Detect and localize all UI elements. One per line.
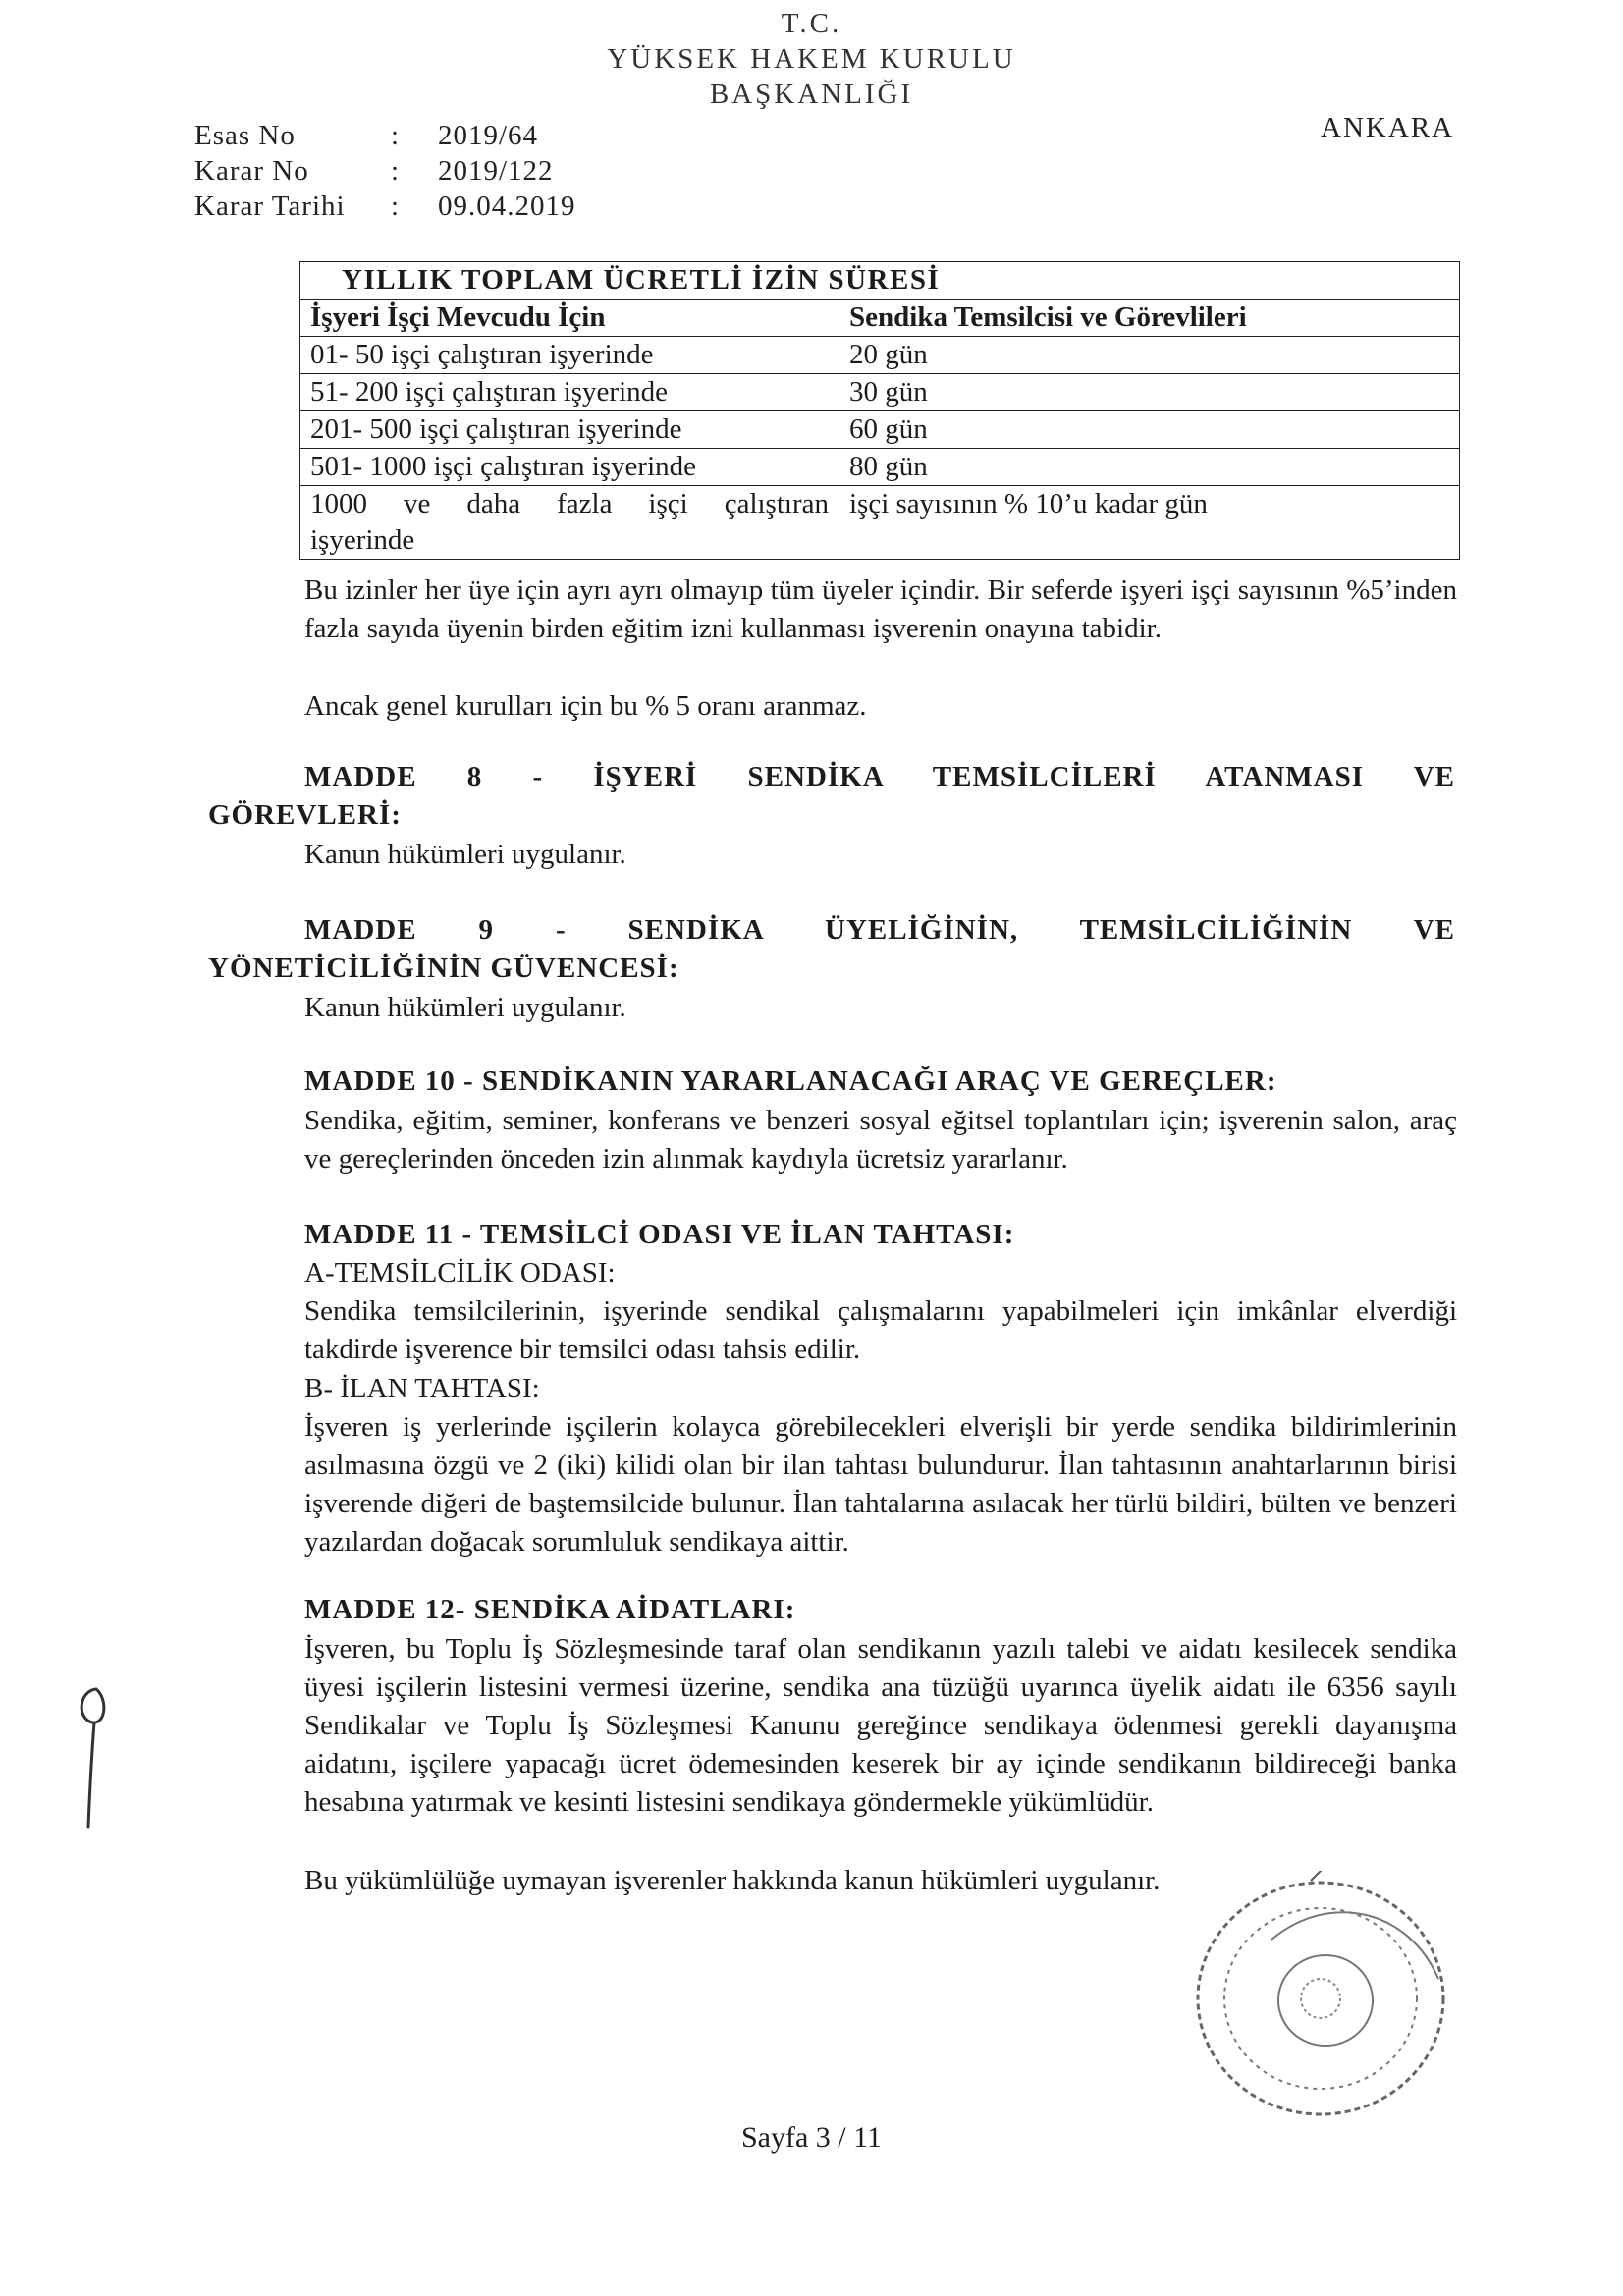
paragraph-izinler <box>208 572 1457 648</box>
meta-label: Karar Tarihi <box>194 191 346 222</box>
meta-value: 2019/122 <box>438 155 554 187</box>
table-col-header: Sendika Temsilcisi ve Görevlileri <box>839 300 1460 337</box>
article-11-a-heading: A-TEMSİLCİLİK ODASI: <box>304 1257 616 1288</box>
paragraph-text: Bu izinler her üye için ayrı ayrı olmayıp tüm üyeler içindir. Bir seferde işyeri işçi sayısının %5’inden fazla sayıda üyenin birden eğitim izni kullanması işverenin onayına tabidir. <box>304 574 1457 644</box>
header-presidency: BAŞKANLIĞI <box>709 79 914 110</box>
article-12-paragraph-2: Bu yükümlülüğe uymayan işverenler hakkında kanun hükümleri uygulanır. <box>304 1865 1161 1896</box>
meta-esas: Esas No : 2019/64 <box>194 120 539 151</box>
table-title: YILLIK TOPLAM ÜCRETLİ İZİN SÜRESİ <box>300 262 1460 300</box>
table-cell-line: 1000 ve daha fazla işçi çalıştıran <box>310 488 829 519</box>
article-8-text: Kanun hükümleri uygulanır. <box>304 839 626 870</box>
article-12-title: MADDE 12- SENDİKA AİDATLARI: <box>304 1594 796 1625</box>
article-11-b-paragraph <box>208 1408 1457 1561</box>
meta-label: Karar No <box>194 155 309 187</box>
official-stamp <box>1173 1871 1488 2126</box>
header-institution: YÜKSEK HAKEM KURULU <box>607 43 1016 75</box>
article-9-text: Kanun hükümleri uygulanır. <box>304 992 626 1023</box>
meta-value: 09.04.2019 <box>438 191 576 222</box>
paragraph-text: İşveren, bu Toplu İş Sözleşmesinde taraf olan sendikanın yazılı talebi ve aidatı kesilecek sendika üyesi işçilerin listesini vermesi üzerine, sendika ana tüzüğü uyarınca üyelik aidatı ile 6356 sayılı Sendikalar ve Toplu İş Sözleşmesi Kanunu gereğince sendikaya ödenmesi gerekli dayanışma aidatını, işçilere yapacağı ücret ödemesinden keserek bir ay içinde sendikanın bildireceği banka hesabına yatırmak ve kesinti listesini sendikaya göndermekle yükümlüdür. <box>304 1633 1457 1818</box>
table-cell: 20 gün <box>839 337 1460 374</box>
header-city: ANKARA <box>1321 112 1455 143</box>
signature-initials <box>59 1679 128 1836</box>
table-cell: 01- 50 işçi çalıştıran işyerinde <box>300 337 839 374</box>
paragraph-text: Sendika, eğitim, seminer, konferans ve benzeri sosyal eğitsel toplantıları için; işverenin salon, araç ve gereçlerinden önceden izin alınmak kaydıyla ücretsiz yararlanır. <box>304 1105 1457 1175</box>
article-12-paragraph <box>208 1630 1457 1822</box>
table-cell: 60 gün <box>839 411 1460 449</box>
table-cell: 30 gün <box>839 374 1460 411</box>
page-number: Sayfa 3 / 11 <box>740 2121 883 2154</box>
meta-label: Esas No <box>194 120 296 151</box>
table-row <box>300 486 1460 560</box>
paragraph-text: İşveren iş yerlerinde işçilerin kolayca görebilecekleri elverişli bir yerde sendika bildirimlerinin asılmasına özgü ve 2 (iki) kilidi olan bir ilan tahtası bulundurur. İlan tahtasının anahtarlarının birisi işverende diğeri de baştemsilcide bulunur. İlan tahtalarına asılacak her türlü bildiri, bülten ve benzeri yazılardan doğacak sorumluluk sendikaya aittir. <box>304 1411 1457 1558</box>
paragraph-genel-kurul: Ancak genel kurulları için bu % 5 oranı aranmaz. <box>304 690 867 722</box>
table-cell: 501- 1000 işçi çalıştıran işyerinde <box>300 449 839 486</box>
article-11-title: MADDE 11 - TEMSİLCİ ODASI VE İLAN TAHTASI: <box>304 1219 1015 1250</box>
article-9-title-cont: YÖNETİCİLİĞİNİN GÜVENCESİ: <box>208 953 679 984</box>
table-cell: 51- 200 işçi çalıştıran işyerinde <box>300 374 839 411</box>
table-row <box>300 374 1460 411</box>
article-10-title: MADDE 10 - SENDİKANIN YARARLANACAĞI ARAÇ VE GEREÇLER: <box>304 1066 1277 1097</box>
paragraph-text: Sendika temsilcilerinin, işyerinde sendikal çalışmalarını yapabilmeleri için imkânlar elverdiği takdirde işverence bir temsilci odası tahsis edilir. <box>304 1295 1457 1365</box>
meta-value: 2019/64 <box>438 120 539 151</box>
article-11-a-paragraph <box>208 1292 1457 1369</box>
table-row <box>300 411 1460 449</box>
table-cell: 201- 500 işçi çalıştıran işyerinde <box>300 411 839 449</box>
article-9-title: MADDE 9 - SENDİKA ÜYELİĞİNİN, TEMSİLCİLİĞİNİN VE <box>304 914 1455 946</box>
table-row <box>300 337 1460 374</box>
table-row <box>300 449 1460 486</box>
table-cell: 80 gün <box>839 449 1460 486</box>
table-cell-line: işyerinde <box>310 524 415 556</box>
table-cell: işçi sayısının % 10’u kadar gün <box>839 486 1460 560</box>
article-10-paragraph <box>208 1102 1457 1178</box>
header-tc: T.C. <box>781 8 842 39</box>
table-cell <box>300 486 839 560</box>
article-11-b-heading: B- İLAN TAHTASI: <box>304 1373 540 1404</box>
article-8-title-cont: GÖREVLERİ: <box>208 799 402 831</box>
meta-tarih: Karar Tarihi : 09.04.2019 <box>194 191 576 222</box>
article-8-title: MADDE 8 - İŞYERİ SENDİKA TEMSİLCİLERİ ATANMASI VE <box>304 761 1455 793</box>
meta-karar: Karar No : 2019/122 <box>194 155 554 187</box>
leave-table <box>299 261 1460 560</box>
table-col-header: İşyeri İşçi Mevcudu İçin <box>300 300 839 337</box>
